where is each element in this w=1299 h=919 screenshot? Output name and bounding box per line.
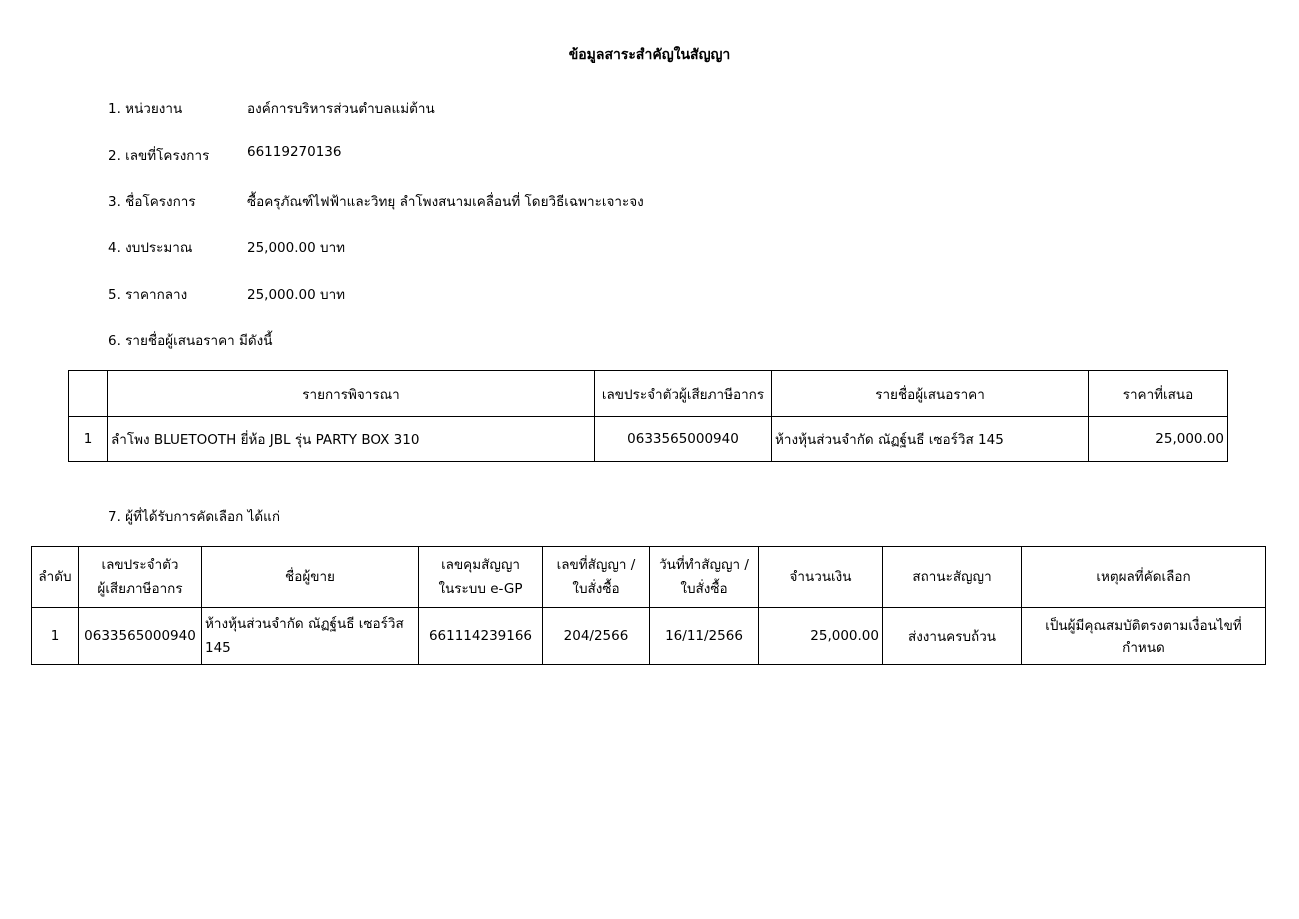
header-line: สถานะสัญญา: [912, 569, 992, 585]
header-cell: เลขประจำตัวผู้เสียภาษีอากร: [595, 371, 772, 417]
info-value: 25,000.00 บาท: [247, 240, 346, 256]
info-value: ซื้อครุภัณฑ์ไฟฟ้าและวิทยุ ลำโพงสนามเคลื่อนที่ โดยวิธีเฉพาะเจาะจง: [247, 194, 644, 210]
info-label: 5. ราคากลาง: [108, 287, 188, 303]
cell-seller-name: ห้างหุ้นส่วนจำกัด ณัฏฐ์นธี เซอร์วิส 145: [202, 608, 419, 665]
info-label: 1. หน่วยงาน: [108, 101, 183, 117]
bidders-table: [68, 370, 1228, 462]
header-cell: [1022, 547, 1266, 608]
header-cell: [32, 547, 79, 608]
header-cell: [883, 547, 1022, 608]
cell-contract-control-number: 661114239166: [419, 608, 543, 665]
cell-bid-price: 25,000.00: [1089, 417, 1228, 462]
header-line: ใบสั่งซื้อ: [680, 581, 728, 597]
cell-contract-date: 16/11/2566: [650, 608, 759, 665]
winners-heading: 7. ผู้ที่ได้รับการคัดเลือก ได้แก่: [108, 509, 281, 525]
header-line: เลขที่สัญญา /: [556, 557, 636, 573]
header-line: เหตุผลที่คัดเลือก: [1096, 569, 1191, 585]
document-title: ข้อมูลสาระสำคัญในสัญญา: [568, 47, 731, 63]
header-cell: [543, 547, 650, 608]
cell-contract-status: ส่งงานครบถ้วน: [883, 608, 1022, 665]
info-label: 2. เลขที่โครงการ: [108, 148, 210, 164]
bidders-heading: 6. รายชื่อผู้เสนอราคา มีดังนี้: [108, 333, 273, 349]
header-cell: ราคาที่เสนอ: [1089, 371, 1228, 417]
header-line: ชื่อผู้ขาย: [285, 569, 335, 585]
cell-tax-id: 0633565000940: [595, 417, 772, 462]
header-cell: [419, 547, 543, 608]
cell-amount: 25,000.00: [759, 608, 883, 665]
header-line: ลำดับ: [38, 569, 72, 585]
info-value: 66119270136: [247, 144, 342, 160]
header-line: ในระบบ e-GP: [438, 581, 523, 597]
header-cell: [69, 371, 108, 417]
table-row: [69, 417, 1228, 462]
header-cell: [650, 547, 759, 608]
header-line: ผู้เสียภาษีอากร: [97, 581, 183, 597]
cell-tax-id: 0633565000940: [79, 608, 202, 665]
cell-selection-reason: เป็นผู้มีคุณสมบัติตรงตามเงื่อนไขที่กำหนด: [1022, 608, 1266, 665]
winners-table: [31, 546, 1266, 665]
header-line: จำนวนเงิน: [789, 569, 852, 585]
header-cell: [202, 547, 419, 608]
header-cell: รายการพิจารณา: [108, 371, 595, 417]
table-header-row: [32, 547, 1266, 608]
cell-index: 1: [69, 417, 108, 462]
header-line: เลขคุมสัญญา: [441, 557, 520, 573]
header-cell: [759, 547, 883, 608]
info-label: 3. ชื่อโครงการ: [108, 194, 196, 210]
cell-bidder-name: ห้างหุ้นส่วนจำกัด ณัฏฐ์นธี เซอร์วิส 145: [772, 417, 1089, 462]
info-value: 25,000.00 บาท: [247, 287, 346, 303]
table-row: [32, 608, 1266, 665]
header-line: เลขประจำตัว: [101, 557, 179, 573]
header-line: วันที่ทำสัญญา /: [659, 557, 749, 573]
table-header-row: [69, 371, 1228, 417]
cell-item: ลำโพง BLUETOOTH ยี่ห้อ JBL รุ่น PARTY BOX 310: [108, 417, 595, 462]
header-cell: รายชื่อผู้เสนอราคา: [772, 371, 1089, 417]
cell-contract-number: 204/2566: [543, 608, 650, 665]
header-line: ใบสั่งซื้อ: [572, 581, 620, 597]
info-value: องค์การบริหารส่วนตำบลแม่ต้าน: [247, 101, 435, 117]
info-label: 4. งบประมาณ: [108, 240, 193, 256]
cell-index: 1: [32, 608, 79, 665]
header-cell: [79, 547, 202, 608]
